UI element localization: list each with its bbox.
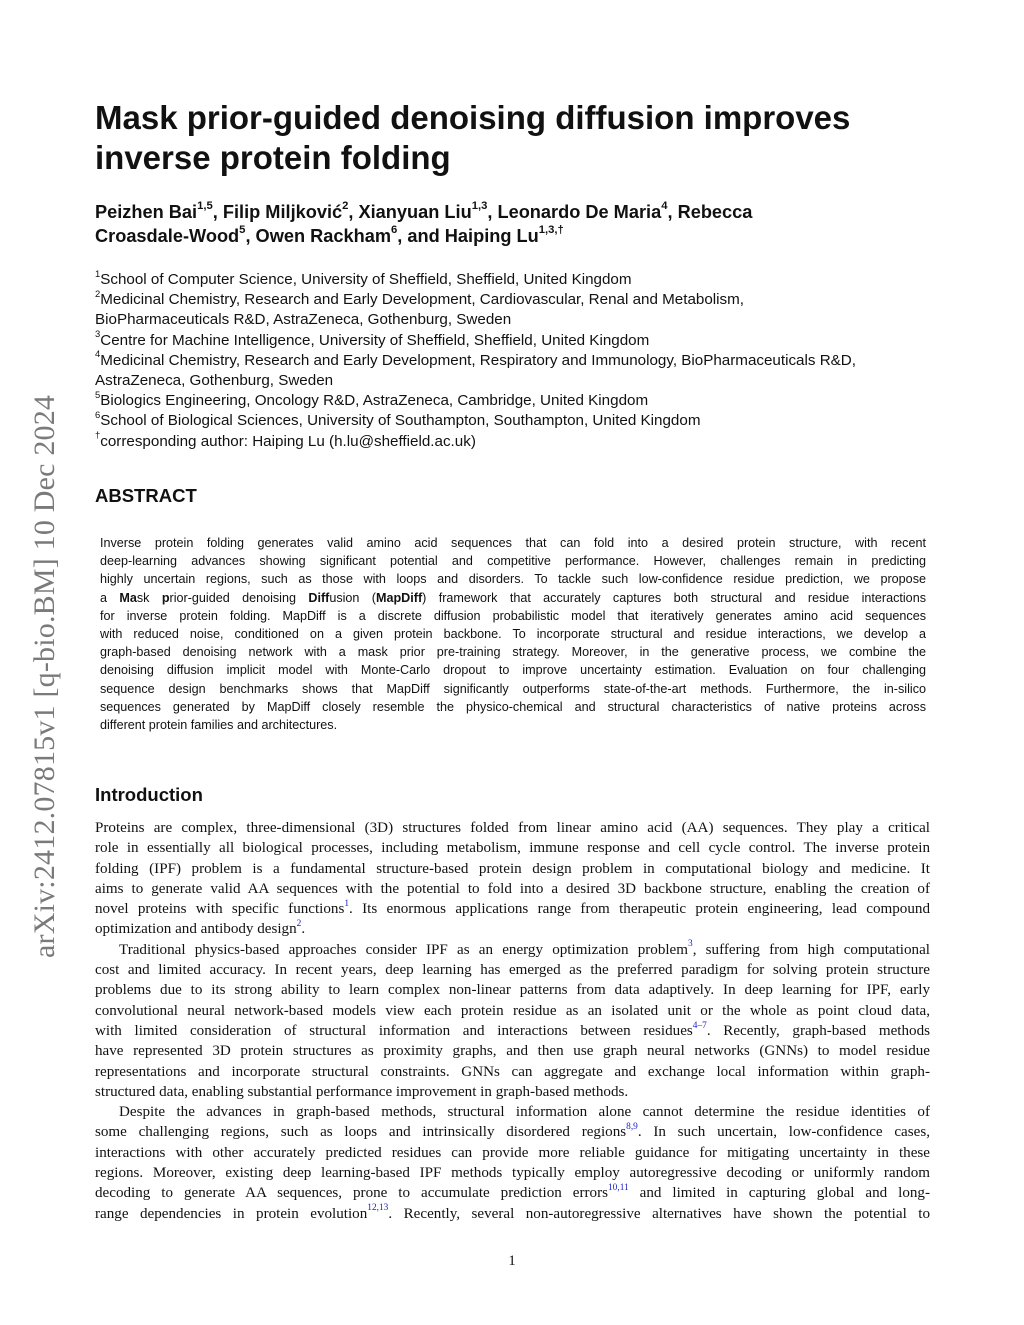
arxiv-identifier-stamp: arXiv:2412.07815v1 [q-bio.BM] 10 Dec 2024 <box>28 394 61 958</box>
author-affiliation-marker: 1,3,† <box>538 224 564 237</box>
affiliation-marker: 2 <box>95 287 101 299</box>
affiliation-item <box>95 287 955 310</box>
paper-title <box>95 98 955 178</box>
abstract-line: for inverse protein folding. MapDiff is a discrete diffusion probabilistic model that iteratively generates amino acid sequences <box>100 608 926 623</box>
author-affiliation-marker: 2 <box>342 200 349 213</box>
affiliation-marker: 3 <box>95 328 101 340</box>
text-segment: optimization and antibody design <box>95 921 297 938</box>
affiliation-text: Biologics Engineering, Oncology R&D, AstraZeneca, Cambridge, United Kingdom <box>100 392 649 410</box>
text-line <box>95 899 930 919</box>
citation-link[interactable]: 10,11 <box>608 1182 629 1193</box>
affiliation-text: Medicinal Chemistry, Research and Early Development, Cardiovascular, Renal and Metabolism, <box>100 291 745 309</box>
affiliation-marker: 5 <box>95 388 101 400</box>
abstract-line <box>100 589 926 607</box>
abstract-line: denoising diffusion implicit model with Monte-Carlo dropout to improve uncertainty estimation. Evaluation on four challenging <box>100 663 926 678</box>
citation-link[interactable]: 1 <box>344 898 350 909</box>
abstract-line: graph-based denoising network with a mask prior pre-training strategy. Moreover, in the generative process, we combine the <box>100 645 926 660</box>
text-segment: range dependencies in protein evolution <box>95 1205 368 1222</box>
abstract-text: rior-guided denoising <box>169 590 309 605</box>
author-affiliation-marker: 6 <box>391 224 398 237</box>
title-line-1: Mask prior-guided denoising diffusion improves <box>95 99 851 136</box>
text-segment: decoding to generate AA sequences, prone to accumulate prediction errors <box>95 1185 608 1202</box>
acronym-highlight: Diff <box>308 590 330 605</box>
text-segment: novel proteins with specific functions <box>95 901 345 918</box>
affiliation-item <box>95 348 955 371</box>
text-line: have represented 3D protein structures as proximity graphs, and then use graph neural networks (GNNs) to model residue <box>95 1043 930 1060</box>
text-segment: , suffering from high computational <box>692 941 930 958</box>
abstract-text: usion ( <box>329 590 376 605</box>
paragraph-1 <box>95 818 930 940</box>
author-affiliation-marker: 4 <box>661 200 668 213</box>
abstract-line: sequences generated by MapDiff closely resemble the physico-chemical and structural characteristics of native proteins across <box>100 699 926 714</box>
abstract-line: deep-learning advances showing significant potential and competitive performance. However, challenges remain in predicting <box>100 554 926 569</box>
text-segment: and limited in capturing global and long- <box>628 1185 931 1202</box>
abstract-body <box>100 534 926 734</box>
affiliation-text: Centre for Machine Intelligence, University of Sheffield, Sheffield, United Kingdom <box>100 331 650 349</box>
author-affiliation-marker: 1,3 <box>471 200 488 213</box>
text-segment: Traditional physics-based approaches consider IPF as an energy optimization problem <box>119 941 689 958</box>
text-line <box>95 940 930 960</box>
abstract-line: sequence design benchmarks shows that MapDiff significantly outperforms state-of-the-art methods. Furthermore, the in-silico <box>100 681 926 696</box>
text-line: convolutional neural network-based models view each protein residue as an isolated unit or the whole as point cloud data, <box>95 1002 930 1019</box>
text-line <box>95 1204 930 1224</box>
affiliation-marker: † <box>95 429 101 441</box>
text-line: role in essentially all biological processes, including metabolism, immune response and cell cycle control. The inverse protein <box>95 840 930 857</box>
citation-link[interactable]: 4–7 <box>692 1020 707 1031</box>
affiliation-list <box>95 267 955 452</box>
text-line: interactions with other accurately predicted residues can provide more reliable guidance for mitigating uncertainty in these <box>95 1144 930 1161</box>
affiliation-marker: 1 <box>95 267 101 279</box>
affiliation-marker: 4 <box>95 348 101 360</box>
citation-link[interactable]: 2 <box>296 919 302 930</box>
paragraph-2 <box>95 940 930 1102</box>
title-line-2: inverse protein folding <box>95 139 451 176</box>
text-line <box>95 919 930 939</box>
abstract-text: sk <box>136 590 162 605</box>
citation-link[interactable]: 8,9 <box>626 1122 638 1133</box>
author-line-1: Peizhen Bai$^{1,5}$, Filip Miljković$^2$, Xianyuan Liu$^{1,3}$, Leonardo De Maria$^4$, Rebecca <box>95 200 753 222</box>
affiliation-text: School of Biological Sciences, University of Southampton, Southampton, United Kingdom <box>100 412 701 430</box>
author-name: Peizhen Bai <box>95 202 198 222</box>
text-line: cost and limited accuracy. In recent years, deep learning has emerged as the preferred paradigm for solving protein structure <box>95 962 930 979</box>
citation-link[interactable]: 3 <box>688 939 693 950</box>
abstract-line: with reduced noise, conditioned on a given protein backbone. To incorporate structural and residue interactions, we develop a <box>100 627 926 642</box>
text-segment: . Recently, several non-autoregressive alternatives have shown the potential to <box>388 1205 930 1222</box>
text-line: Despite the advances in graph-based methods, structural information alone cannot determine the residue identities of <box>119 1104 930 1121</box>
text-segment: with limited consideration of structural information and interactions between residues <box>95 1022 693 1039</box>
affiliation-marker: 6 <box>95 408 101 420</box>
affiliation-continuation: AstraZeneca, Gothenburg, Sweden <box>95 372 334 390</box>
corresponding-author-note <box>95 429 955 452</box>
page-number: 1 <box>508 1253 516 1269</box>
acronym-highlight: Ma <box>119 590 137 605</box>
author-list <box>95 200 955 248</box>
affiliation-text: Medicinal Chemistry, Research and Early Development, Respiratory and Immunology, BioPharmaceuticals R&D, <box>100 351 856 369</box>
introduction-body <box>95 818 930 1224</box>
affiliation-item <box>95 408 955 431</box>
affiliation-item <box>95 328 955 351</box>
author-name: Xianyuan Liu <box>358 202 472 222</box>
authors-conjunction: and <box>407 226 440 246</box>
abstract-line: Inverse protein folding generates valid amino acid sequences that can fold into a desired protein structure, with recent <box>100 536 926 550</box>
affiliation-text: School of Computer Science, University of Sheffield, Sheffield, United Kingdom <box>100 271 632 288</box>
text-line: folding (IPF) problem is a fundamental structure-based protein design problem in computational biology and medicine. It <box>95 860 930 877</box>
affiliation-item <box>95 267 955 290</box>
abstract-line: highly uncertain regions, such as those with loops and disorders. To tackle such low-confidence residue prediction, we propose <box>100 572 926 587</box>
paragraph-3 <box>95 1102 930 1224</box>
text-segment: . In such uncertain, low-confidence cases, <box>637 1124 930 1141</box>
author-name-part: Rebecca <box>677 202 753 222</box>
affiliation-text: corresponding author: Haiping Lu (h.lu@sheffield.ac.uk) <box>100 432 476 450</box>
text-line <box>95 1183 930 1203</box>
abstract-line: different protein families and architectures. <box>100 718 338 733</box>
author-affiliation-marker: 5 <box>239 224 246 237</box>
author-name: Owen Rackham <box>255 226 391 246</box>
text-segment: some challenging regions, such as loops and intrinsically disordered regions <box>95 1124 627 1141</box>
author-name: Leonardo De Maria <box>497 202 662 222</box>
abstract-heading: ABSTRACT <box>95 485 197 506</box>
text-segment: . Its enormous applications range from therapeutic protein engineering, lead compound <box>349 901 930 918</box>
text-line <box>95 1122 930 1142</box>
text-line: structured data, enabling substantial performance improvement in graph-based methods. <box>95 1083 629 1100</box>
acronym-highlight: p <box>161 590 170 605</box>
author-affiliation-marker: 1,5 <box>197 200 213 213</box>
author-line-2: Croasdale-Wood$^5$, Owen Rackham$^6$, and Haiping $Lu^{1,3,\dagger}$ <box>95 224 564 246</box>
text-segment: . <box>301 921 306 938</box>
acronym-highlight: MapDiff <box>375 590 423 605</box>
author-name: Haiping Lu <box>444 226 539 246</box>
author-name: Filip Miljković <box>222 202 343 222</box>
text-line: problems due to its strong ability to learn complex non-linear patterns from data adaptively. In deep learning for IPF, early <box>95 982 930 999</box>
citation-link[interactable]: 12,13 <box>367 1203 389 1214</box>
text-line <box>95 1021 930 1041</box>
text-line: aims to generate valid AA sequences with the potential to fold into a desired 3D backbone structure, enabling the creation of <box>95 880 930 897</box>
affiliation-continuation: BioPharmaceuticals R&D, AstraZeneca, Gothenburg, Sweden <box>95 311 512 329</box>
text-line: regions. Moreover, existing deep learning-based IPF methods typically employ autoregressive decoding or uniformly random <box>95 1165 930 1182</box>
abstract-text: a <box>100 590 120 605</box>
text-line: Proteins are complex, three-dimensional (3D) structures folded from linear amino acid (AA) sequences. They play a critical <box>95 820 930 836</box>
abstract-text: ) framework that accurately captures both structural and residue interactions <box>422 590 926 605</box>
text-segment: . Recently, graph-based methods <box>706 1022 930 1039</box>
author-name-part: Croasdale-Wood <box>95 226 240 246</box>
affiliation-item <box>95 388 955 411</box>
text-line: representations and incorporate structural constraints. GNNs can aggregate and exchange local information within graph- <box>95 1063 930 1080</box>
introduction-heading: Introduction <box>95 784 203 805</box>
